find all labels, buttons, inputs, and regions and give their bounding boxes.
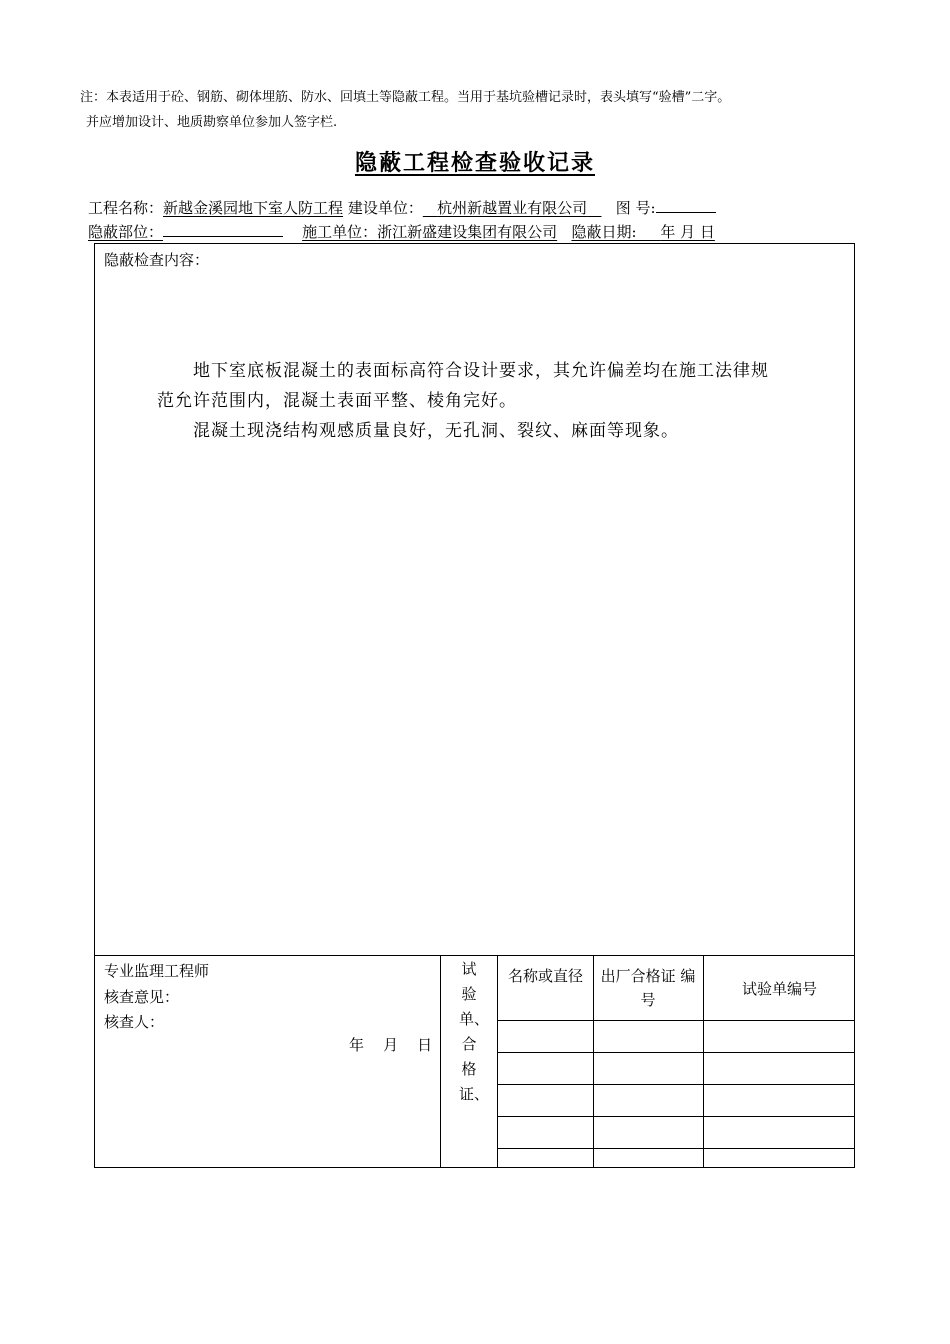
page-title: 隐蔽工程检查验收记录 — [354, 150, 595, 176]
inspection-label: 隐蔽检查内容： — [104, 251, 210, 269]
table-row-line — [497, 1052, 855, 1053]
project-name-value: 新越金溪园地下室人防工程 — [163, 199, 344, 217]
divider-name-col — [593, 955, 594, 1168]
location-label: 隐蔽部位： — [88, 223, 164, 241]
header-row-2 — [88, 221, 715, 242]
divider-supervisor — [440, 955, 441, 1168]
col-header-name: 名称或直径 — [507, 967, 583, 985]
project-name-label: 工程名称： — [88, 199, 164, 217]
table-row-line — [497, 1148, 855, 1149]
inspection-para1-line2: 范允许范围内，混凝土表面平整、棱角完好。 — [157, 391, 517, 411]
drawing-number-label: 图 号: — [615, 199, 656, 217]
supervisor-checker-label: 核查人： — [104, 1013, 165, 1031]
header-row-1 — [88, 197, 716, 218]
date-field: 隐蔽日期: 年 月 日 — [571, 223, 715, 241]
supervisor-opinion-label: 核查意见： — [104, 988, 180, 1006]
col-header-test: 试验单编号 — [741, 980, 817, 998]
table-row-line — [497, 1084, 855, 1085]
note-line-1: 注：本表适用于砼、钢筋、砌体埋筋、防水、回填土等隐蔽工程。当用于基坑验槽记录时，表头填写“验槽”二字。 — [80, 90, 731, 105]
inspection-para2: 混凝土现浇结构观感质量良好，无孔洞、裂纹、麻面等现象。 — [193, 421, 679, 441]
location-blank — [163, 222, 283, 237]
drawing-number-blank — [656, 198, 716, 213]
contractor-field: 施工单位：浙江新盛建设集团有限公司 — [302, 223, 558, 241]
inspection-para1-line1: 地下室底板混凝土的表面标高符合设计要求，其允许偏差均在施工法律规 — [193, 361, 769, 381]
note-line-2: 并应增加设计、地质勘察单位参加人签字栏. — [86, 115, 338, 130]
table-header-line — [497, 1020, 855, 1021]
supervisor-date: 年 月 日 — [349, 1036, 433, 1054]
builder-label: 建设单位： — [347, 199, 423, 217]
supervisor-title: 专业监理工程师 — [104, 962, 210, 980]
col-header-cert: 出厂合格证 编 号 — [600, 967, 696, 1009]
builder-value: 杭州新越置业有限公司 — [437, 199, 588, 217]
materials-vertical-label: 试验单、合格证、 — [459, 960, 490, 1103]
table-row-line — [497, 1116, 855, 1117]
section-divider — [94, 955, 855, 956]
